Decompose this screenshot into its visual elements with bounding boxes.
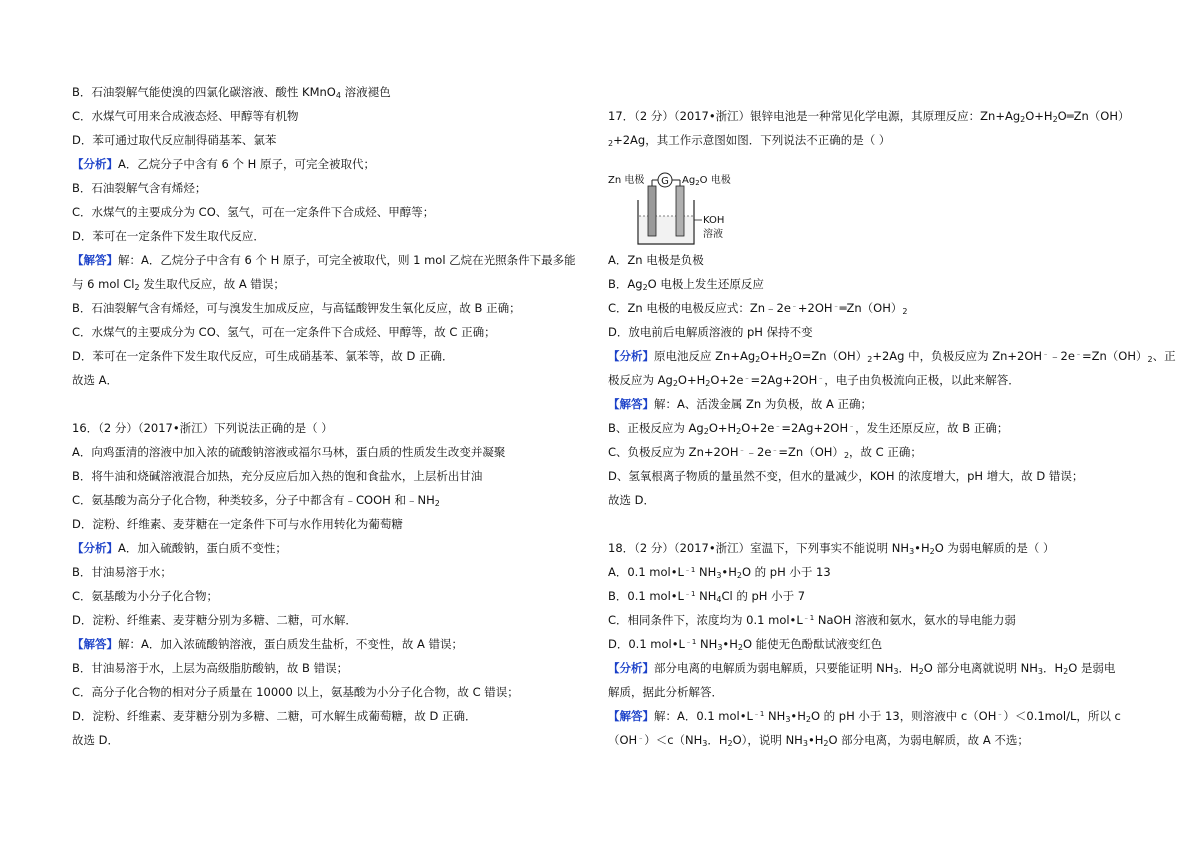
- text-line: [608, 684, 723, 700]
- subscript: 2: [755, 355, 761, 364]
- text-run: 故选 A．: [72, 373, 119, 387]
- text-run: C．氨基酸为小分子化合物；: [72, 589, 219, 603]
- text-run: 解：A．加入浓硫酸钠溶液，蛋白质发生盐析，不变性，故 A 错误；: [118, 637, 464, 651]
- subscript: 2: [1063, 667, 1069, 676]
- subscript: 2: [705, 379, 711, 388]
- superscript: ﹣1: [684, 638, 697, 646]
- subscript: 2: [867, 355, 873, 364]
- text-run: NH: [696, 637, 718, 651]
- text-run: D．苯可在一定条件下发生取代反应，可生成硝基苯、氯苯等，故 D 正确．: [72, 349, 454, 363]
- text-run: O），说明 NH: [732, 733, 803, 747]
- superscript: ﹣1: [802, 614, 815, 622]
- text-run: D．淀粉、纤维素、麦芽糖分别为多糖、二糖，可水解．: [72, 613, 357, 627]
- text-run: O+H: [677, 373, 706, 387]
- text-run: C．相同条件下，浓度均为 0.1 mol•L: [608, 613, 803, 627]
- text-run: ．H: [707, 733, 728, 747]
- text-run: ，电子由负极流向正极，以此来解答．: [824, 373, 1020, 387]
- text-run: 18．（2 分）（2017•浙江）室温下，下列事实不能说明 NH: [608, 541, 910, 555]
- silver-zinc-cell-diagram: [608, 170, 738, 252]
- text-run: +2Ag 中，负极反应为 Zn+2OH: [872, 349, 1043, 363]
- ag2o-electrode: [676, 186, 684, 236]
- text-run: ，故 C 正确；: [849, 445, 922, 459]
- text-line: [72, 516, 403, 532]
- superscript: ﹣1: [683, 566, 696, 574]
- text-run: C、负极反应为 Zn+2OH: [608, 445, 739, 459]
- text-run: 溶液褪色: [340, 85, 391, 99]
- subscript: 2: [134, 283, 140, 292]
- subscript: 3: [893, 667, 899, 676]
- text-line: [72, 180, 206, 196]
- subscript: 3: [717, 643, 723, 652]
- text-run: （OH: [608, 733, 638, 747]
- section-tag: 【解答】: [72, 637, 118, 651]
- text-line: [608, 612, 1016, 628]
- text-run: O═Zn（OH）: [1057, 109, 1130, 123]
- text-run: 16．（2 分）（2017•浙江）下列说法正确的是（ ）: [72, 421, 333, 435]
- text-run: 故选 D．: [72, 733, 120, 747]
- text-run: 解：A．0.1 mol•L: [654, 709, 753, 723]
- text-run: B．0.1 mol•L: [608, 589, 684, 603]
- text-run: A．乙烷分子中含有 6 个 H 原子，可完全被取代；: [118, 157, 375, 171]
- solution-label: 溶液: [703, 229, 723, 240]
- superscript: ﹣: [817, 374, 825, 382]
- text-line: [72, 204, 434, 220]
- section-tag: 【分析】: [608, 661, 654, 675]
- text-line: [72, 132, 276, 148]
- text-line: [72, 564, 172, 580]
- text-line: [72, 348, 454, 364]
- subscript: 2: [902, 307, 908, 316]
- subscript: 3: [1037, 667, 1043, 676]
- text-run: O 的 pH 小于 13: [741, 565, 831, 579]
- superscript: ﹣: [738, 446, 746, 454]
- subscript: 2: [1147, 355, 1153, 364]
- text-line: [608, 396, 872, 412]
- superscript: ﹣: [1074, 350, 1082, 358]
- section-tag: 【解答】: [72, 253, 118, 267]
- text-line: [72, 540, 287, 556]
- text-run: O 部分电离就说明 NH: [923, 661, 1038, 675]
- text-run: C．氨基酸为高分子化合物，种类较多，分子中都含有﹣COOH 和﹣NH: [72, 493, 435, 507]
- text-run: O 电极上发生还原反应: [647, 277, 764, 291]
- text-line: [72, 492, 440, 508]
- text-line: [72, 324, 496, 340]
- superscript: ﹣: [848, 422, 856, 430]
- text-run: O+H: [1025, 109, 1053, 123]
- text-line: [72, 636, 463, 652]
- text-run: D．苯可在一定条件下发生取代反应．: [72, 229, 265, 243]
- superscript: ﹣: [790, 302, 798, 310]
- text-run: ．H: [898, 661, 919, 675]
- text-run: NH: [695, 565, 717, 579]
- text-run: O 部分电离，为弱电解质，故 A 不选；: [828, 733, 1029, 747]
- text-line: [72, 708, 477, 724]
- text-run: C．水煤气的主要成分为 CO、氢气，可在一定条件下合成烃、甲醇等，故 C 正确；: [72, 325, 496, 339]
- subscript: 2: [736, 571, 742, 580]
- text-line: [72, 84, 391, 100]
- subscript: 4: [335, 91, 341, 100]
- text-run: D．苯可通过取代反应制得硝基苯、氯苯: [72, 133, 277, 147]
- text-run: D．放电前后电解质溶液的 pH 保持不变: [608, 325, 813, 339]
- text-run: 发生取代反应，故 A 错误；: [139, 277, 285, 291]
- text-line: [72, 684, 519, 700]
- text-line: [608, 660, 1115, 676]
- text-run: +2OH: [797, 301, 833, 315]
- section-tag: 【分析】: [72, 157, 118, 171]
- text-line: [608, 372, 1020, 388]
- text-run: O 为弱电解质的是（ ）: [934, 541, 1055, 555]
- zn-electrode: [648, 186, 656, 236]
- text-run: C．水煤气的主要成分为 CO、氢气，可在一定条件下合成烃、甲醇等；: [72, 205, 435, 219]
- subscript: 3: [702, 739, 708, 748]
- subscript: 2: [843, 451, 850, 460]
- text-line: [72, 108, 299, 124]
- text-line: [608, 588, 805, 604]
- subscript: 2: [918, 667, 924, 676]
- text-run: =2Ag+2OH: [750, 373, 818, 387]
- galvanometer-label: G: [661, 176, 669, 187]
- subscript: 2: [608, 139, 614, 148]
- superscript: ﹣: [637, 734, 645, 742]
- superscript: ﹣: [1042, 350, 1050, 358]
- text-run: B．甘油易溶于水；: [72, 565, 172, 579]
- text-run: A．0.1 mol•L: [608, 565, 684, 579]
- text-run: 解质，据此分析解答．: [608, 685, 723, 699]
- superscript: ﹣: [832, 302, 840, 310]
- text-run: ）＜c（NH: [644, 733, 703, 747]
- text-line: [608, 324, 813, 340]
- right-column: [608, 0, 1176, 849]
- subscript: 2: [805, 715, 811, 724]
- text-run: 故选 D．: [608, 493, 656, 507]
- text-line: [608, 132, 890, 148]
- text-run: A．Zn 电极是负极: [608, 253, 704, 267]
- text-run: B．将牛油和烧碱溶液混合加热，充分反应后加入热的饱和食盐水，上层析出甘油: [72, 469, 483, 483]
- text-run: •H: [721, 565, 737, 579]
- text-run: 部分电离的电解质为弱电解质，只要能证明 NH: [654, 661, 894, 675]
- subscript: 2: [434, 499, 440, 508]
- text-line: [608, 708, 1121, 724]
- text-run: +2Ag，其工作示意图如图．下列说法不正确的是（ ）: [613, 133, 891, 147]
- ag2o-electrode-label: $Ag_2O$ 电极: [682, 175, 731, 187]
- subscript: 3: [716, 571, 722, 580]
- text-line: [608, 444, 922, 460]
- text-run: C．高分子化合物的相对分子质量在 10000 以上，氨基酸为小分子化合物，故 C 错误；: [72, 685, 519, 699]
- text-line: [608, 540, 1055, 556]
- text-run: 原电池反应 Zn+Ag: [654, 349, 756, 363]
- text-run: ，发生还原反应，故 B 正确；: [855, 421, 1009, 435]
- text-run: B．甘油易溶于水，上层为高级脂肪酸钠，故 B 错误；: [72, 661, 349, 675]
- text-line: [608, 252, 704, 268]
- text-line: [72, 228, 265, 244]
- text-line: [72, 420, 333, 436]
- subscript: 2: [703, 427, 709, 436]
- text-run: A．向鸡蛋清的溶液中加入浓的硫酸钠溶液或福尔马林，蛋白质的性质发生改变并凝聚: [72, 445, 506, 459]
- text-run: O+H: [760, 349, 788, 363]
- subscript: 2: [672, 379, 678, 388]
- text-line: [72, 588, 218, 604]
- text-run: 、正: [1152, 349, 1176, 363]
- section-tag: 【解答】: [608, 397, 654, 411]
- subscript: 2: [727, 739, 733, 748]
- text-line: [72, 300, 521, 316]
- superscript: ﹣: [743, 374, 751, 382]
- text-run: O 的 pH 小于 13，则溶液中 c（OH: [810, 709, 997, 723]
- text-line: [608, 468, 1083, 484]
- text-line: [72, 372, 118, 388]
- subscript: 2: [1052, 115, 1058, 124]
- text-line: [72, 444, 505, 460]
- text-run: ═Zn（OH）: [839, 301, 903, 315]
- text-line: [72, 660, 348, 676]
- text-run: D．淀粉、纤维素、麦芽糖在一定条件下可与水作用转化为葡萄糖: [72, 517, 403, 531]
- text-run: NH: [764, 709, 786, 723]
- superscript: ﹣: [774, 422, 782, 430]
- text-run: O 能使无色酚酞试液变红色: [742, 637, 883, 651]
- text-run: •H: [790, 709, 806, 723]
- text-line: [608, 420, 1008, 436]
- text-run: D．0.1 mol•L: [608, 637, 685, 651]
- text-line: [608, 564, 831, 580]
- text-line: [608, 108, 1130, 124]
- text-run: 17．（2 分）（2017•浙江）银锌电池是一种常见化学电源，其原理反应：Zn+Ag: [608, 109, 1021, 123]
- subscript: 2: [929, 547, 935, 556]
- koh-solution: [639, 216, 693, 243]
- superscript: ﹣: [996, 710, 1004, 718]
- text-run: O+2e: [710, 373, 744, 387]
- text-run: •H: [807, 733, 824, 747]
- text-run: ﹣2e: [1049, 349, 1075, 363]
- left-column: [72, 0, 592, 849]
- text-run: B、正极反应为 Ag: [608, 421, 704, 435]
- text-run: A．加入硫酸钠，蛋白质不变性；: [118, 541, 287, 555]
- text-run: •H: [914, 541, 930, 555]
- text-run: O 是弱电: [1068, 661, 1116, 675]
- superscript: ﹣1: [752, 710, 765, 718]
- section-tag: 【分析】: [72, 541, 118, 555]
- subscript: 4: [716, 595, 722, 604]
- text-run: 解：A．乙烷分子中含有 6 个 H 原子，可完全被取代，则 1 mol 乙烷在光照条件下最多能: [118, 253, 576, 267]
- text-line: [608, 636, 882, 652]
- text-line: [608, 276, 764, 292]
- text-run: =Zn（OH）: [778, 445, 844, 459]
- text-run: =2Ag+2OH: [781, 421, 849, 435]
- text-run: 极反应为 Ag: [608, 373, 673, 387]
- text-run: O+H: [708, 421, 737, 435]
- section-tag: 【解答】: [608, 709, 654, 723]
- text-line: [608, 300, 907, 316]
- subscript: 2: [823, 739, 829, 748]
- koh-label: KOH: [703, 215, 725, 226]
- subscript: 2: [1020, 115, 1026, 124]
- subscript: 3: [802, 739, 808, 748]
- section-tag: 【分析】: [608, 349, 654, 363]
- zn-electrode-label: Zn 电极: [608, 175, 645, 186]
- text-run: ．H: [1042, 661, 1064, 675]
- text-run: NH: [695, 589, 717, 603]
- text-run: 解：A、活泼金属 Zn 为负极，故 A 正确；: [654, 397, 873, 411]
- text-run: NaOH 溶液和氨水，氨水的导电能力弱: [814, 613, 1016, 627]
- text-run: B．石油裂解气含有烯烃；: [72, 181, 207, 195]
- subscript: 2: [736, 427, 742, 436]
- text-line: [608, 348, 1176, 364]
- text-line: [72, 612, 357, 628]
- text-line: [72, 732, 119, 748]
- text-run: B．石油裂解气能使溴的四氯化碳溶液、酸性 KMnO: [72, 85, 336, 99]
- text-run: D．淀粉、纤维素、麦芽糖分别为多糖、二糖，可水解生成葡萄糖，故 D 正确．: [72, 709, 477, 723]
- text-run: Cl 的 pH 小于 7: [721, 589, 806, 603]
- text-line: [608, 492, 655, 508]
- text-run: ）＜0.1mol/L，所以 c: [1003, 709, 1121, 723]
- text-run: ﹣2e: [745, 445, 772, 459]
- subscript: 2: [642, 283, 648, 292]
- text-line: [72, 156, 375, 172]
- subscript: 3: [909, 547, 915, 556]
- text-run: O=Zn（OH）: [792, 349, 868, 363]
- text-run: =Zn（OH）: [1081, 349, 1148, 363]
- subscript: 3: [785, 715, 791, 724]
- superscript: ﹣: [771, 446, 779, 454]
- text-line: [72, 468, 482, 484]
- text-run: O+2e: [741, 421, 775, 435]
- text-run: D、氢氧根离子物质的量虽然不变，但水的量减少，KOH 的浓度增大，pH 增大，故 D 错误；: [608, 469, 1084, 483]
- text-run: B．Ag: [608, 277, 643, 291]
- text-run: C．Zn 电极的电极反应式：Zn﹣2e: [608, 301, 791, 315]
- text-run: B．石油裂解气含有烯烃，可与溴发生加成反应，与高锰酸钾发生氧化反应，故 B 正确；: [72, 301, 521, 315]
- text-run: •H: [722, 637, 738, 651]
- superscript: ﹣1: [683, 590, 696, 598]
- subscript: 2: [787, 355, 793, 364]
- text-run: C．水煤气可用来合成液态烃、甲醇等有机物: [72, 109, 299, 123]
- text-run: 与 6 mol Cl: [72, 277, 135, 291]
- text-line: [608, 732, 1029, 748]
- text-line: [72, 276, 285, 292]
- text-line: [72, 252, 576, 268]
- subscript: 2: [737, 643, 743, 652]
